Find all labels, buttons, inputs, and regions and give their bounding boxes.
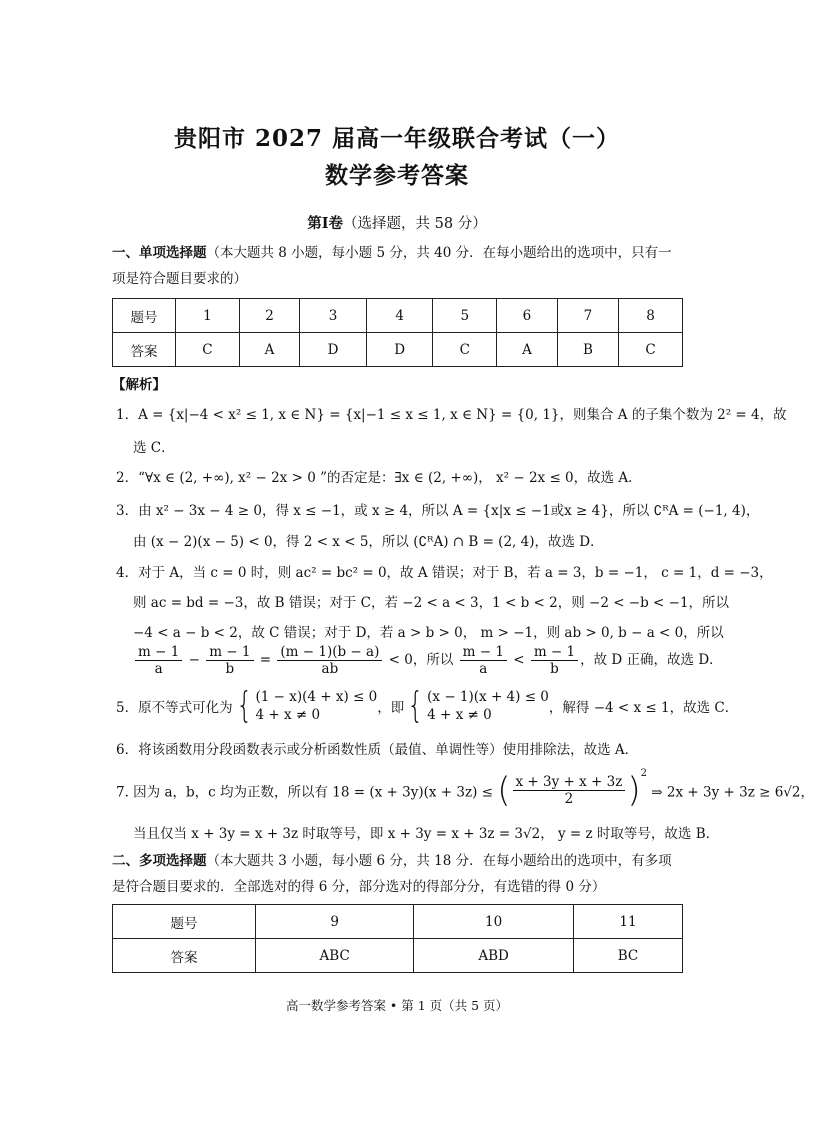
table-cell: 9 [256, 905, 414, 939]
table-cell: A [239, 333, 299, 367]
table-cell: 8 [619, 299, 683, 333]
solution-4-line-1: 4．对于 A，当 c = 0 时，则 ac² = bc² = 0，故 A 错误；对于 B，若 a = 3，b = −1， c = 1，d = −3， [116, 565, 773, 581]
table-row [113, 939, 683, 973]
solution-1-line-1: 1．A = {x|−4 < x² ≤ 1, x ∈ N} = {x|−1 ≤ x ≤ 1, x ∈ N} = {0, 1}，则集合 A 的子集个数为 2² = 4，故 [116, 407, 787, 423]
table-row [113, 333, 683, 367]
table-cell: 5 [433, 299, 497, 333]
inequality-system: (1 − x)(4 + x) ≤ 0 4 + x ≠ 0 [255, 689, 378, 723]
solution-4-line-4: $\frac{m - 1}{a}$ − $\frac{m - 1}{b}$ = $\frac{(m - 1)(b - a)}{ab}$ < 0，所以 $\frac{m - 1}{a}$ < $\frac{m - 1}{b}$ ，故 D 正确，故选 D． [133, 644, 723, 677]
table-cell: BC [573, 939, 682, 973]
solution-4-line-3: −4 < a − b < 2，故 C 错误；对于 D，若 a > b > 0， m > −1，则 ab > 0, b − a < 0，所以 [133, 625, 724, 641]
section1-answer-table [112, 298, 683, 367]
section2-answer-table [112, 904, 683, 973]
section2-intro [112, 848, 686, 900]
section1-desc-1: （本大题共 8 小题，每小题 5 分，共 40 分．在每小题给出的选项中，只有一 [206, 245, 672, 261]
fraction: $\frac{x + 3y + x + 3z}{2}$ [513, 774, 626, 807]
solution-6: 6．将该函数用分段函数表示或分析函数性质（最值、单调性等）使用排除法，故选 A． [116, 742, 639, 758]
table-cell: 4 [366, 299, 433, 333]
answer-key-title: 数学参考答案 [325, 162, 469, 189]
section1-heading: 一、单项选择题 [112, 245, 207, 261]
table-cell: ABC [256, 939, 414, 973]
solution-3-line-2: 由 (x − 2)(x − 5) < 0，得 2 < x < 5，所以 (∁ᴿA) ∩ B = (2, 4)，故选 D． [133, 534, 604, 550]
section2-heading: 二、多项选择题 [112, 853, 207, 869]
table-cell: D [300, 333, 367, 367]
table-cell: ABD [414, 939, 574, 973]
solution-7-line-2: 当且仅当 x + 3y = x + 3z 时取等号，即 x + 3y = x + 3z = 3√2， y = z 时取等号，故选 B． [133, 826, 720, 842]
section2-desc-2: 是符合题目要求的．全部选对的得 6 分，部分选对的得部分分，有选错的得 0 分） [112, 879, 606, 895]
page-footer: 高一数学参考答案 • 第 1 页（共 5 页） [285, 998, 509, 1013]
analysis-label: 【解析】 [112, 377, 166, 393]
fraction: $\frac{m - 1}{b}$ [206, 644, 253, 677]
solution-3-line-1: 3．由 x² − 3x − 4 ≥ 0，得 x ≤ −1，或 x ≥ 4，所以 A = {x|x ≤ −1或x ≥ 4}，所以 ∁ᴿA = (−1, 4)， [116, 503, 760, 519]
table-cell: 10 [414, 905, 574, 939]
section1-intro [112, 240, 686, 292]
fraction: $\frac{m - 1}{a}$ [135, 644, 182, 677]
solution-4-line-2: 则 ac = bd = −3，故 B 错误；对于 C，若 −2 < a < 3，1 < b < 2，则 −2 < −b < −1，所以 [133, 595, 730, 611]
table-header-cell: 答案 [113, 333, 176, 367]
table-cell: 11 [573, 905, 682, 939]
brace-icon: { [407, 685, 424, 726]
volume-label: 第Ⅰ卷 [307, 215, 344, 232]
volume-note: （选择题，共 58 分） [343, 216, 487, 232]
table-cell: 3 [300, 299, 367, 333]
fraction: $\frac{m - 1}{b}$ [531, 644, 578, 677]
section2-desc-1: （本大题共 3 小题，每小题 6 分，共 18 分．在每小题给出的选项中，有多项 [206, 853, 672, 869]
table-row [113, 299, 683, 333]
solution-1-line-2: 选 C． [133, 440, 175, 456]
inequality-system: (x − 1)(x + 4) ≤ 0 4 + x ≠ 0 [427, 689, 549, 723]
table-header-cell: 答案 [113, 939, 256, 973]
right-paren-icon: ) [627, 770, 641, 811]
table-cell: C [176, 333, 240, 367]
solution-2: 2．“∀x ∈ (2, +∞), x² − 2x > 0 ”的否定是：∃x ∈ (2, +∞)， x² − 2x ≤ 0，故选 A． [116, 470, 642, 486]
table-cell: 2 [239, 299, 299, 333]
left-paren-icon: ( [497, 770, 511, 811]
brace-icon: { [236, 685, 253, 726]
fraction: $\frac{m - 1}{a}$ [460, 644, 507, 677]
solution-7-line-1: 7. 因为 a，b，c 均为正数，所以有 18 = (x + 3y)(x + 3z) ≤ ( $\frac{x + 3y + x + 3z}{2}$ )$^2$ ⇒ 2x + 3y + 3z ≥ 6√2， [116, 768, 814, 811]
table-cell: 1 [176, 299, 240, 333]
exponent-2: 2 [640, 768, 647, 779]
table-header-cell: 题号 [113, 905, 256, 939]
table-row [113, 905, 683, 939]
table-cell: D [366, 333, 433, 367]
section1-desc-2: 项是符合题目要求的） [112, 271, 247, 287]
table-cell: 6 [497, 299, 557, 333]
exam-title: 贵阳市 2027 届高一年级联合考试（一） [173, 125, 621, 152]
table-cell: B [557, 333, 618, 367]
table-cell: C [619, 333, 683, 367]
table-cell: 7 [557, 299, 618, 333]
table-cell: C [433, 333, 497, 367]
volume-heading [0, 212, 794, 233]
table-header-cell: 题号 [113, 299, 176, 333]
solution-5: 5．原不等式可化为{ (1 − x)(4 + x) ≤ 0 4 + x ≠ 0 ，即{ (x − 1)(x + 4) ≤ 0 4 + x ≠ 0 ，解得 −4 < x ≤ 1，故选 C． [116, 685, 739, 726]
fraction: $\frac{(m - 1)(b - a)}{ab}$ [277, 644, 382, 677]
table-cell: A [497, 333, 557, 367]
